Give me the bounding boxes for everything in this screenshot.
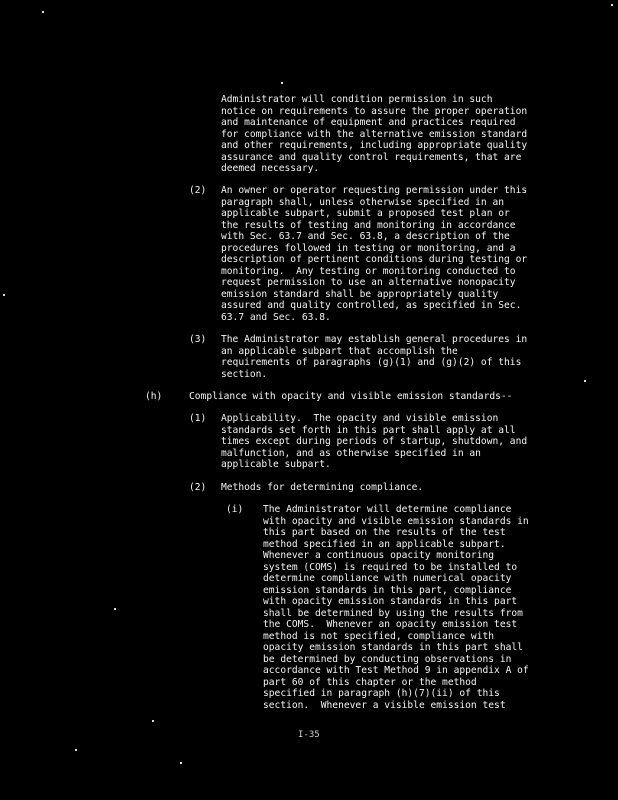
text-line: method is not specified, compliance with <box>263 630 495 642</box>
scan-speck <box>152 720 154 722</box>
text-line: the results of testing and monitoring in accordance <box>221 219 516 231</box>
text-line: assured and quality controlled, as specified in Sec. <box>221 300 522 311</box>
text-line: Whenever a continuous opacity monitoring <box>263 550 495 561</box>
text-line: an applicable subpart that accomplish the <box>221 345 458 357</box>
text-line: and other requirements, including appropriate quality <box>221 140 528 151</box>
paragraph-label: (2) <box>189 185 207 196</box>
text-line: this part based on the results of the test <box>263 527 506 538</box>
text-line: emission standards in this part, compliance <box>263 584 512 596</box>
text-line: description of pertinent conditions during testing or <box>221 254 528 265</box>
text-line: An owner or operator requesting permission under this <box>221 185 528 196</box>
text-line: applicable subpart, submit a proposed test plan or <box>221 208 510 219</box>
text-line: determine compliance with numerical opacity <box>263 573 512 584</box>
text-line: Administrator will condition permission in such <box>221 94 493 105</box>
text-line: monitoring. Any testing or monitoring conducted to <box>221 265 516 277</box>
text-line: standards set forth in this part shall apply at all <box>221 424 516 436</box>
text-line: Applicability. The opacity and visible emission <box>221 413 499 424</box>
scan-speck <box>180 762 182 764</box>
text-line: with opacity emission standards in this part <box>263 596 518 607</box>
scan-speck <box>75 749 77 751</box>
text-line: assurance and quality control requirements, that are <box>221 151 522 163</box>
text-line: procedures followed in testing or monitoring, and a <box>221 242 516 254</box>
scan-speck <box>3 294 5 296</box>
scan-speck <box>611 4 613 6</box>
text-line: section. Whenever a visible emission test <box>263 699 506 711</box>
paragraph-label: (3) <box>189 334 207 345</box>
text-line: accordance with Test Method 9 in appendix A of <box>263 665 529 676</box>
section-heading: Compliance with opacity and visible emission standards-- <box>189 391 513 402</box>
text-line: The Administrator may establish general procedures in <box>221 334 528 345</box>
text-line: request permission to use an alternative nonopacity <box>221 277 516 288</box>
scan-speck <box>281 82 283 84</box>
scan-speck <box>584 380 586 382</box>
paragraph-label: (1) <box>189 413 207 424</box>
text-line: specified in paragraph (h)(7)(ii) of this <box>263 688 500 699</box>
text-line: 63.7 and Sec. 63.8. <box>221 311 331 323</box>
text-line: malfunction, and as otherwise specified in an <box>221 447 481 459</box>
paragraph-heading: Methods for determining compliance. <box>221 482 424 493</box>
text-line: and maintenance of equipment and practices required <box>221 117 516 128</box>
text-line: section. <box>221 368 268 380</box>
text-line: applicable subpart. <box>221 459 331 470</box>
text-line: opacity emission standards in this part shall <box>263 642 523 653</box>
text-line: with Sec. 63.7 and Sec. 63.8, a description of the <box>221 231 510 242</box>
text-line: with opacity and visible emission standards in <box>263 515 529 527</box>
text-line: shall be determined by using the results from <box>263 607 523 619</box>
text-line: The Administrator will determine compliance <box>263 504 512 515</box>
text-line: system (COMS) is required to be installed to <box>263 561 518 573</box>
section-label: (h) <box>145 391 163 402</box>
text-line: notice on requirements to assure the proper operation <box>221 105 528 117</box>
paragraph-label: (i) <box>226 504 244 515</box>
text-line: for compliance with the alternative emission standard <box>221 128 528 140</box>
scan-speck <box>42 11 44 13</box>
text-line: the COMS. Whenever an opacity emission test <box>263 619 518 630</box>
paragraph-label: (2) <box>189 482 207 493</box>
scan-speck <box>114 608 116 610</box>
text-line: requirements of paragraphs (g)(1) and (g)(2) of this <box>221 357 522 368</box>
text-line: method specified in an applicable subpart. <box>263 538 506 550</box>
text-line: be determined by conducting observations in <box>263 653 512 665</box>
page-number: I-35 <box>298 730 320 740</box>
text-line: deemed necessary. <box>221 163 320 174</box>
text-line: part 60 of this chapter or the method <box>263 676 477 688</box>
text-line: paragraph shall, unless otherwise specified in an <box>221 196 505 208</box>
text-line: times except during periods of startup, shutdown, and <box>221 436 528 447</box>
text-line: emission standard shall be appropriately quality <box>221 288 499 300</box>
